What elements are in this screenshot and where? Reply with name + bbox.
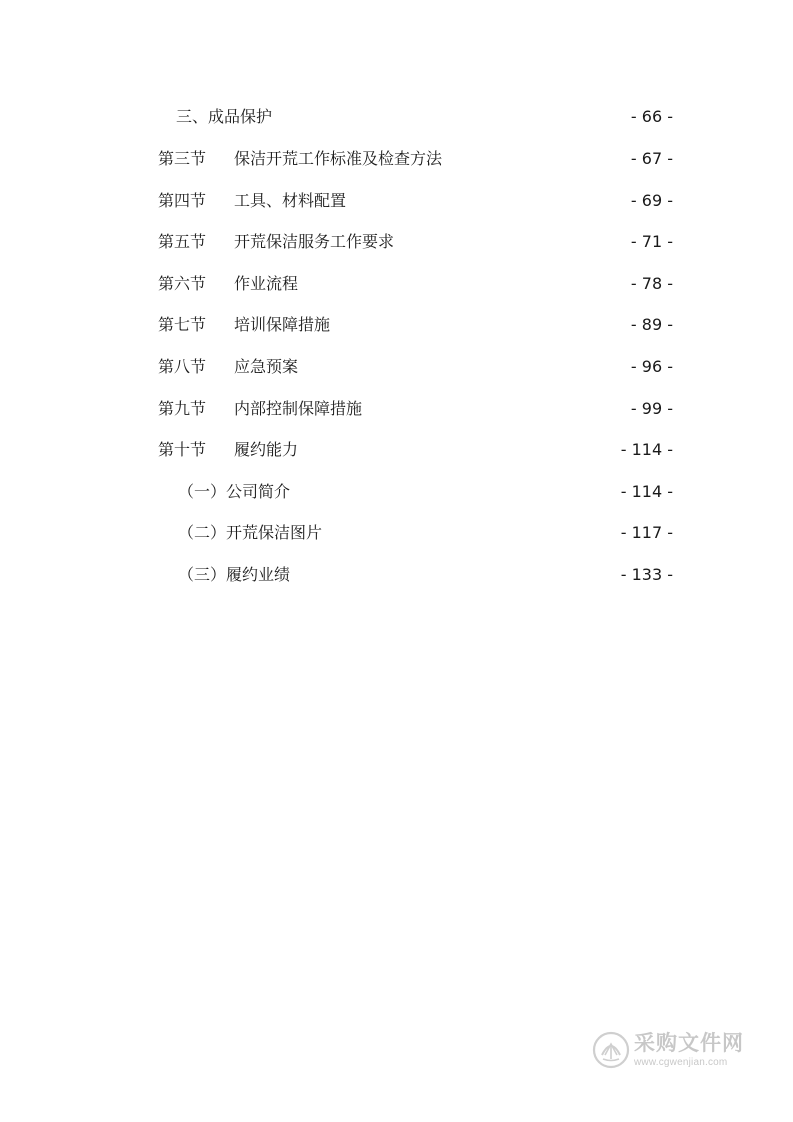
toc-entry-label [176, 105, 272, 129]
toc-entry-chapter: 第五节 [158, 232, 207, 251]
toc-entry-chapter: 第七节 [158, 315, 207, 334]
toc-entry-label [158, 355, 298, 379]
toc-entry-title: 保洁开荒工作标准及检查方法 [234, 149, 443, 168]
toc-entry-title: 开荒保洁服务工作要求 [234, 232, 395, 251]
toc-entry-page: - 71 - [630, 232, 673, 251]
toc-leader-dots [444, 147, 629, 171]
toc-entry-label [178, 480, 290, 504]
toc-entry-title: 履约能力 [234, 440, 299, 459]
toc-entry-title: 工具、材料配置 [234, 191, 347, 210]
toc-entry-title: 内部控制保障措施 [234, 399, 363, 418]
toc-entry[interactable] [178, 480, 673, 504]
toc-entry-page: - 99 - [630, 399, 673, 418]
toc-entry-label [158, 313, 330, 337]
toc-entry-label [158, 147, 442, 171]
toc-entry-title: 三、成品保护 [176, 107, 273, 126]
toc-entry-chapter: 第九节 [158, 399, 207, 418]
watermark [592, 1026, 752, 1074]
toc-entry[interactable] [158, 397, 673, 421]
toc-leader-dots [300, 438, 619, 462]
toc-entry-page: - 67 - [630, 149, 673, 168]
toc-leader-dots [396, 230, 629, 254]
toc-entry[interactable] [158, 189, 673, 213]
toc-entry[interactable] [158, 438, 673, 462]
toc-entry-chapter: 第六节 [158, 274, 207, 293]
toc-entry[interactable] [178, 521, 673, 545]
toc-leader-dots [274, 105, 629, 129]
toc-entry-label [158, 272, 298, 296]
toc-entry[interactable] [176, 105, 673, 129]
toc-entry-chapter: 第十节 [158, 440, 207, 459]
watermark-url: www.cgwenjian.com [634, 1056, 728, 1068]
toc-entry[interactable] [178, 563, 673, 587]
toc-leader-dots [324, 521, 619, 545]
toc-entry-chapter: 第三节 [158, 149, 207, 168]
toc-leader-dots [292, 480, 619, 504]
watermark-title: 采购文件网 [634, 1030, 744, 1055]
toc-entry-label [158, 438, 298, 462]
toc-entry-label [158, 397, 362, 421]
toc-entry-label [178, 521, 322, 545]
toc-entry[interactable] [158, 313, 673, 337]
toc-entry-label [178, 563, 290, 587]
toc-leader-dots [300, 272, 629, 296]
toc-entry-page: - 114 - [620, 482, 673, 501]
toc-entry-page: - 114 - [620, 440, 673, 459]
toc-leader-dots [364, 397, 629, 421]
toc-entry-page: - 89 - [630, 315, 673, 334]
toc-entry-page: - 96 - [630, 357, 673, 376]
toc-entry-page: - 133 - [620, 565, 673, 584]
toc-entry-page: - 66 - [630, 107, 673, 126]
toc-leader-dots [332, 313, 629, 337]
toc-entry-title: 培训保障措施 [234, 315, 331, 334]
toc-entry[interactable] [158, 230, 673, 254]
toc-entry-label [158, 189, 346, 213]
toc-entry[interactable] [158, 355, 673, 379]
toc-entry-title: 作业流程 [234, 274, 299, 293]
toc-entry-title: 应急预案 [234, 357, 299, 376]
toc-leader-dots [300, 355, 629, 379]
toc-entry-label [158, 230, 394, 254]
toc-entry-title: （一）公司简介 [178, 482, 291, 501]
toc-entry-page: - 117 - [620, 523, 673, 542]
toc-entry[interactable] [158, 147, 673, 171]
watermark-text [634, 1030, 744, 1068]
toc-leader-dots [292, 563, 619, 587]
fan-seal-icon [592, 1031, 630, 1069]
toc-leader-dots [348, 189, 629, 213]
toc-entry-page: - 69 - [630, 191, 673, 210]
toc-entry-title: （二）开荒保洁图片 [178, 523, 323, 542]
toc-entry-chapter: 第八节 [158, 357, 207, 376]
toc-entry-chapter: 第四节 [158, 191, 207, 210]
toc-entry[interactable] [158, 272, 673, 296]
toc-entry-page: - 78 - [630, 274, 673, 293]
toc-entry-title: （三）履约业绩 [178, 565, 291, 584]
